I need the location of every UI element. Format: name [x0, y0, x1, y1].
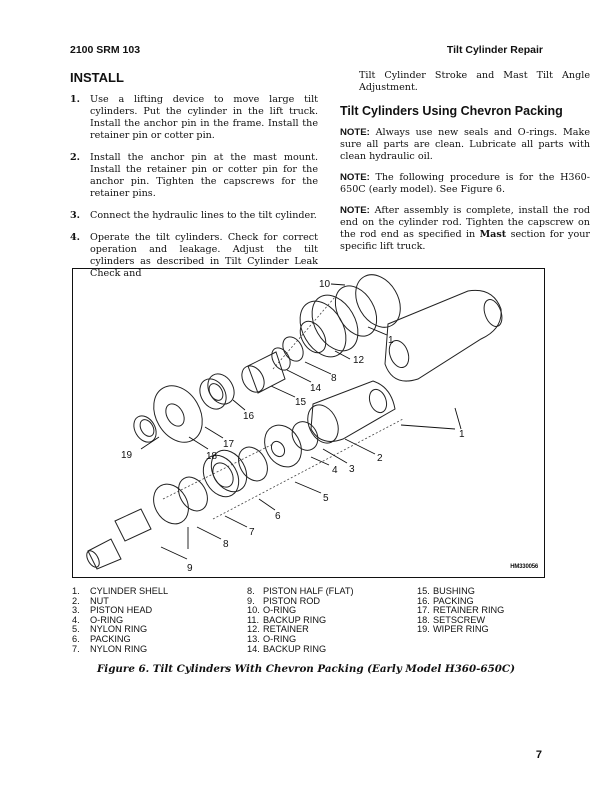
part-piston-rod-9-end — [88, 539, 121, 569]
legend-number: 12. — [247, 624, 260, 635]
leader-8-upper — [305, 362, 331, 374]
callout-5: 5 — [323, 493, 329, 504]
legend-number: 4. — [72, 614, 80, 625]
note-label: NOTE: — [340, 172, 370, 183]
callout-4: 4 — [332, 465, 338, 476]
legend-label: O-RING — [263, 633, 297, 644]
part-o-ring-10 — [347, 269, 410, 335]
note-text: After assembly is complete, install the rod end on the cylinder rod. Tighten the capscrew on the rod end as specified in — [340, 205, 590, 240]
legend-number: 7. — [72, 643, 80, 654]
install-step — [70, 152, 318, 200]
leader-14 — [287, 370, 311, 382]
callout-2: 2 — [377, 453, 383, 464]
legend-label: BUSHING — [433, 586, 475, 596]
legend-label: SETSCREW — [433, 614, 486, 625]
legend-label: PACKING — [433, 595, 474, 606]
mast-reference: Mast — [479, 229, 507, 240]
leader-1-lower — [401, 425, 455, 429]
leader-19 — [141, 437, 159, 449]
part-wiper-ring-19 — [129, 412, 160, 446]
part-shell-lower-port — [366, 387, 389, 415]
note-seals — [340, 127, 590, 163]
callout-8-upper: 8 — [331, 373, 337, 384]
leader-10 — [331, 284, 345, 285]
install-step — [70, 94, 318, 142]
page-number: 7 — [535, 749, 542, 761]
part-piston-rod-9 — [115, 509, 151, 541]
legend-number: 16. — [417, 595, 430, 606]
part-cylinder-shell-lower — [311, 381, 395, 441]
callout-9: 9 — [187, 563, 193, 574]
leader-17 — [205, 427, 223, 438]
parts-legend-column-1 — [72, 587, 168, 654]
leader-2 — [345, 439, 375, 454]
note-assembly — [340, 205, 590, 253]
legend-number: 19. — [417, 624, 430, 635]
legend-item — [417, 625, 504, 635]
legend-number: 5. — [72, 624, 80, 635]
legend-label: NUT — [90, 595, 109, 606]
axis-line — [213, 419, 403, 519]
legend-number: 1. — [72, 586, 80, 596]
legend-number: 9. — [247, 595, 255, 606]
install-step — [70, 210, 318, 222]
leader-1-upper — [455, 408, 461, 429]
callout-14: 14 — [310, 383, 322, 394]
part-packing-16-c — [206, 381, 225, 403]
note-text: section for your specific lift truck. — [340, 229, 590, 252]
legend-label: CYLINDER SHELL — [90, 586, 169, 596]
step-text: Connect the hydraulic lines to the tilt cylinder. — [90, 210, 317, 221]
leader-18 — [189, 437, 208, 449]
part-rod-eye — [84, 549, 102, 570]
callout-1-right: 1 — [459, 429, 465, 440]
legend-number: 2. — [72, 595, 80, 606]
legend-label: PACKING — [90, 633, 131, 644]
step4-continuation: Tilt Cylinder Stroke and Mast Tilt Angle Adjustment. — [359, 70, 590, 93]
part-nylon-ring-7 — [173, 472, 214, 516]
exploded-diagram — [73, 269, 546, 579]
figure-caption: Figure 6. Tilt Cylinders With Chevron Packing (Early Model H360-650C) — [97, 663, 515, 675]
callout-12: 12 — [353, 355, 365, 366]
callout-10: 10 — [319, 279, 331, 290]
legend-number: 11. — [247, 614, 260, 625]
legend-label: PISTON ROD — [263, 595, 321, 606]
legend-item — [72, 587, 168, 597]
legend-number: 15. — [417, 586, 430, 596]
note-procedure — [340, 172, 590, 196]
figure-id: HM330056 — [510, 564, 538, 570]
parts-legend-column-2 — [247, 587, 354, 654]
callout-19: 19 — [121, 450, 133, 461]
note-text: The following procedure is for the H360-650C (early model). See Figure 6. — [340, 172, 590, 195]
parts-legend-column-3 — [417, 587, 504, 635]
legend-label: NYLON RING — [90, 624, 148, 635]
leader-9 — [161, 547, 187, 559]
callout-15: 15 — [295, 397, 307, 408]
step-text: Install the anchor pin at the mast mount. Install the retainer pin or cotter pin for the anchor pin. Tighten the capscrews for the retainer pins. — [90, 152, 318, 199]
legend-label: PISTON HEAD — [90, 605, 153, 616]
legend-number: 3. — [72, 605, 80, 616]
leader-16 — [233, 400, 245, 410]
legend-number: 10. — [247, 605, 260, 616]
legend-number: 14. — [247, 643, 260, 654]
note-label: NOTE: — [340, 127, 370, 138]
callout-3: 3 — [349, 464, 355, 475]
part-backup-ring-14 — [268, 345, 294, 374]
legend-number: 17. — [417, 605, 430, 616]
section-title: Tilt Cylinder Repair — [446, 44, 543, 56]
leader-4 — [311, 457, 329, 465]
leader-6 — [259, 499, 275, 510]
part-o-ring-4 — [269, 439, 287, 459]
axis-line — [273, 297, 335, 369]
callout-16: 16 — [243, 411, 255, 422]
legend-label: NYLON RING — [90, 643, 148, 654]
legend-number: 18. — [417, 614, 430, 625]
legend-label: BACKUP RING — [263, 614, 327, 625]
part-retainer-ring-17-bore — [162, 401, 188, 430]
legend-label: RETAINER RING — [433, 605, 505, 616]
legend-item — [72, 645, 168, 655]
legend-label: BACKUP RING — [263, 643, 327, 654]
legend-label: O-RING — [263, 605, 297, 616]
note-label: NOTE: — [340, 205, 370, 216]
leader-7 — [225, 516, 247, 527]
part-nut-2 — [287, 417, 323, 455]
right-column — [340, 70, 590, 262]
step-number: 3. — [70, 210, 81, 221]
legend-label: PISTON HALF (FLAT) — [263, 586, 354, 596]
callout-8: 8 — [223, 539, 229, 550]
legend-number: 13. — [247, 633, 260, 644]
figure-6-exploded-view — [72, 268, 545, 578]
callout-7: 7 — [249, 527, 255, 538]
step-number: 4. — [70, 232, 81, 243]
left-column — [70, 70, 318, 290]
leader-15 — [271, 386, 295, 397]
document-id: 2100 SRM 103 — [70, 44, 141, 56]
leader-3 — [323, 449, 347, 463]
part-bushing-15 — [248, 352, 285, 393]
note-text: Always use new seals and O-rings. Make sure all parts are clean. Lubricate all parts with clean hydraulic oil. — [340, 127, 590, 162]
part-shell-eye — [481, 297, 506, 329]
callout-17: 17 — [223, 439, 235, 450]
step-number: 1. — [70, 94, 81, 105]
callout-18: 18 — [206, 451, 218, 462]
step-number: 2. — [70, 152, 81, 163]
legend-label: RETAINER — [263, 624, 309, 635]
legend-item — [247, 645, 354, 655]
leader-5 — [295, 482, 321, 493]
legend-label: O-RING — [90, 614, 124, 625]
part-wiper-ring-19-inner — [137, 417, 156, 439]
legend-number: 8. — [247, 586, 255, 596]
legend-number: 6. — [72, 633, 80, 644]
part-piston-half-8 — [147, 478, 196, 530]
callout-1-top: 1 — [388, 335, 394, 346]
legend-label: WIPER RING — [433, 624, 489, 635]
callout-6: 6 — [275, 511, 281, 522]
install-heading: INSTALL — [70, 70, 124, 85]
install-steps — [70, 94, 318, 280]
part-packing-16 — [195, 374, 232, 414]
leader-8 — [197, 527, 221, 539]
step-text: Use a lifting device to move large tilt cylinders. Put the cylinder in the lift truck. Install the anchor pin in the frame. Install the retainer pin or cotter pin. — [90, 94, 318, 141]
chevron-heading: Tilt Cylinders Using Chevron Packing — [340, 104, 563, 118]
step-text: Operate the tilt cylinders. Check for correct operation and leakage. Adjust the tilt cylinders as described in Tilt Cylinder Leak Check and — [90, 232, 318, 279]
part-packing-6-c — [209, 459, 238, 491]
